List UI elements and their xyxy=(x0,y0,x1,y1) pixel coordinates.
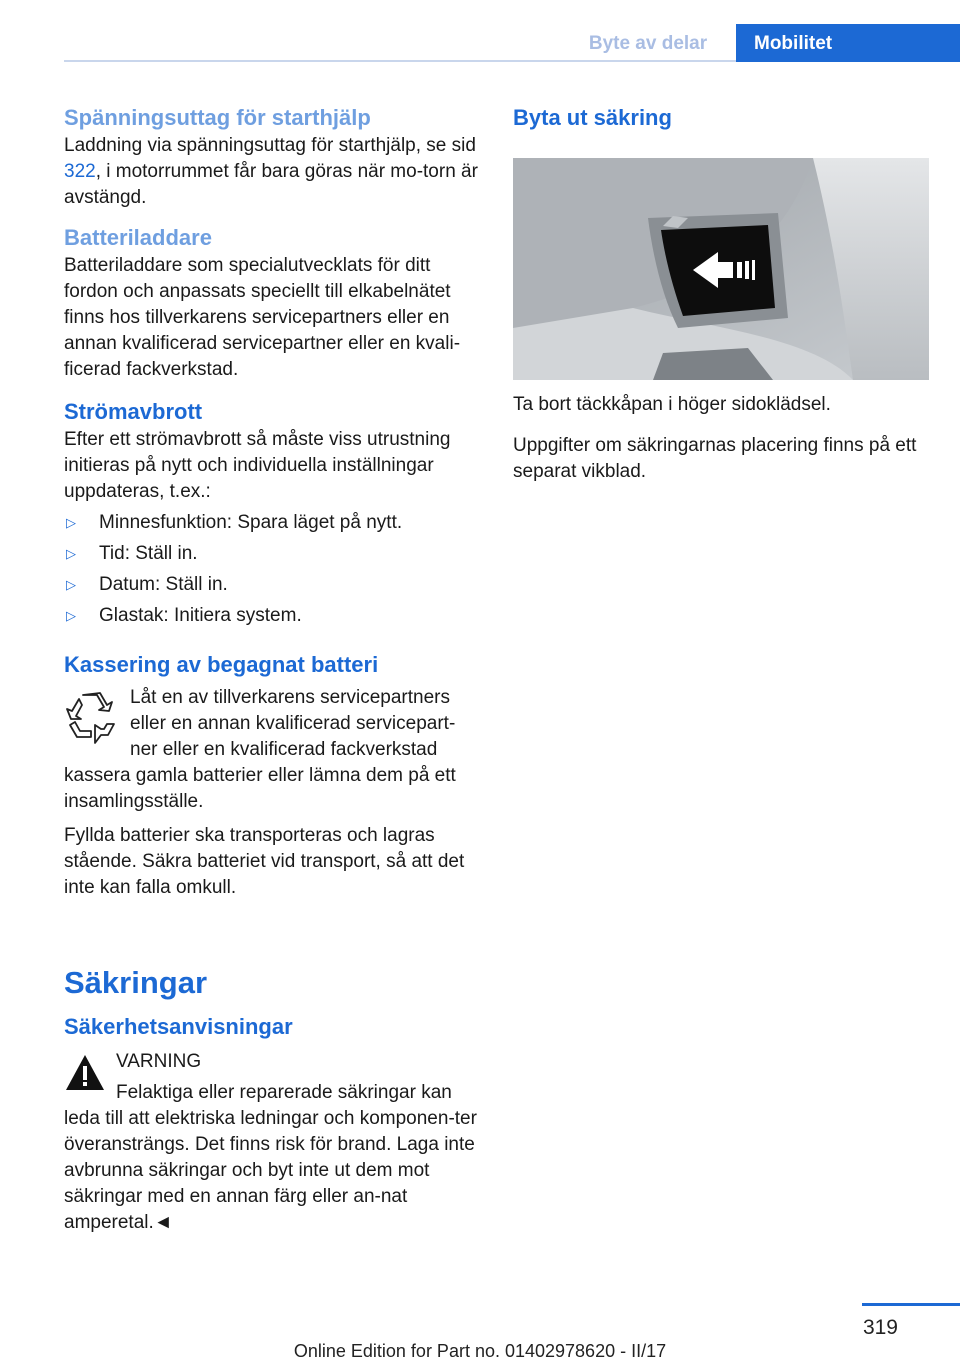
disposal-block xyxy=(64,685,478,815)
heading-battery-disposal: Kassering av begagnat batteri xyxy=(64,652,379,677)
list-item-text: Minnesfunktion: Spara läget på nytt. xyxy=(99,512,403,533)
heading-power-failure: Strömavbrott xyxy=(64,399,203,424)
heading-jump-start-socket: Spänningsuttag för starthjälp xyxy=(64,105,371,130)
fuse-cover-illustration xyxy=(513,158,929,380)
triangle-bullet-icon: ▷ xyxy=(66,546,76,561)
list-item xyxy=(64,510,478,536)
triangle-bullet-icon: ▷ xyxy=(66,608,76,623)
recycle-icon xyxy=(64,689,116,749)
heading-replace-fuse: Byta ut säkring xyxy=(513,105,672,130)
power-failure-list xyxy=(64,510,478,629)
header-tab-active[interactable]: Mobilitet xyxy=(736,24,960,62)
paragraph-jump-start xyxy=(64,133,478,211)
page-number: 319 xyxy=(862,1316,898,1339)
heading-battery-charger: Batteriladdare xyxy=(64,225,212,250)
heading-fuses: Säkringar xyxy=(64,965,208,1000)
list-item-text: Glastak: Initiera system. xyxy=(99,605,302,626)
edition-footer: Online Edition for Part no. 01402978620 - II/17 xyxy=(293,1341,667,1361)
paragraph-fuse-info: Uppgifter om säkringarnas placering finns på ett separat vikblad. xyxy=(513,435,917,482)
list-item-text: Datum: Ställ in. xyxy=(99,574,228,595)
list-item xyxy=(64,541,478,567)
list-item xyxy=(64,603,478,629)
triangle-bullet-icon: ▷ xyxy=(66,515,76,530)
paragraph-battery-charger: Batteriladdare som specialutvecklats för ditt fordon och anpassats speciellt till elkabelnätet finns hos tillverkarens servicepartners eller en annan kvalificerad servicepartner eller en kvali-ficerad fackverkstad. xyxy=(64,255,461,380)
right-column xyxy=(513,104,929,485)
text-part-a: Laddning via spänningsuttag för starthjälp, se sid xyxy=(64,135,476,156)
warning-text: Felaktiga eller reparerade säkringar kan leda till att elektriska ledningar och komponen-ter överansträngs. Det finns risk för brand. Laga inte avbrunna säkringar och byt inte ut dem mot säkringar med en annan färg eller an-nat amperetal.◄ xyxy=(64,1082,477,1233)
triangle-bullet-icon: ▷ xyxy=(66,577,76,592)
list-item-text: Tid: Ställ in. xyxy=(99,543,198,564)
text-part-b: , i motorrummet får bara göras när mo-torn är avstängd. xyxy=(64,161,478,208)
list-item xyxy=(64,572,478,598)
page-link[interactable]: 322 xyxy=(64,161,96,182)
footer-rule xyxy=(862,1303,960,1306)
paragraph-remove-cover: Ta bort täckkåpan i höger sidoklädsel. xyxy=(513,394,831,415)
heading-safety-notes: Säkerhetsanvisningar xyxy=(64,1014,293,1039)
warning-triangle-icon xyxy=(64,1053,106,1093)
warning-label: VARNING xyxy=(116,1051,202,1072)
paragraph-disposal: Låt en av tillverkarens servicepartners eller en annan kvalificerad servicepart-ner eller en kvalificerad fackverkstad kassera gamla batterier eller lämna dem på ett insamlingsställe. xyxy=(64,687,456,812)
warning-block xyxy=(64,1049,478,1236)
paragraph-power-failure: Efter ett strömavbrott så måste viss utrustning initieras på nytt och individuella inställningar uppdateras, t.ex.: xyxy=(64,429,451,502)
header-section[interactable]: Byte av delar xyxy=(588,33,708,54)
paragraph-transport: Fyllda batterier ska transporteras och lagras stående. Säkra batteriet vid transport, så att det inte kan falla omkull. xyxy=(64,825,465,898)
left-column xyxy=(64,104,478,1236)
